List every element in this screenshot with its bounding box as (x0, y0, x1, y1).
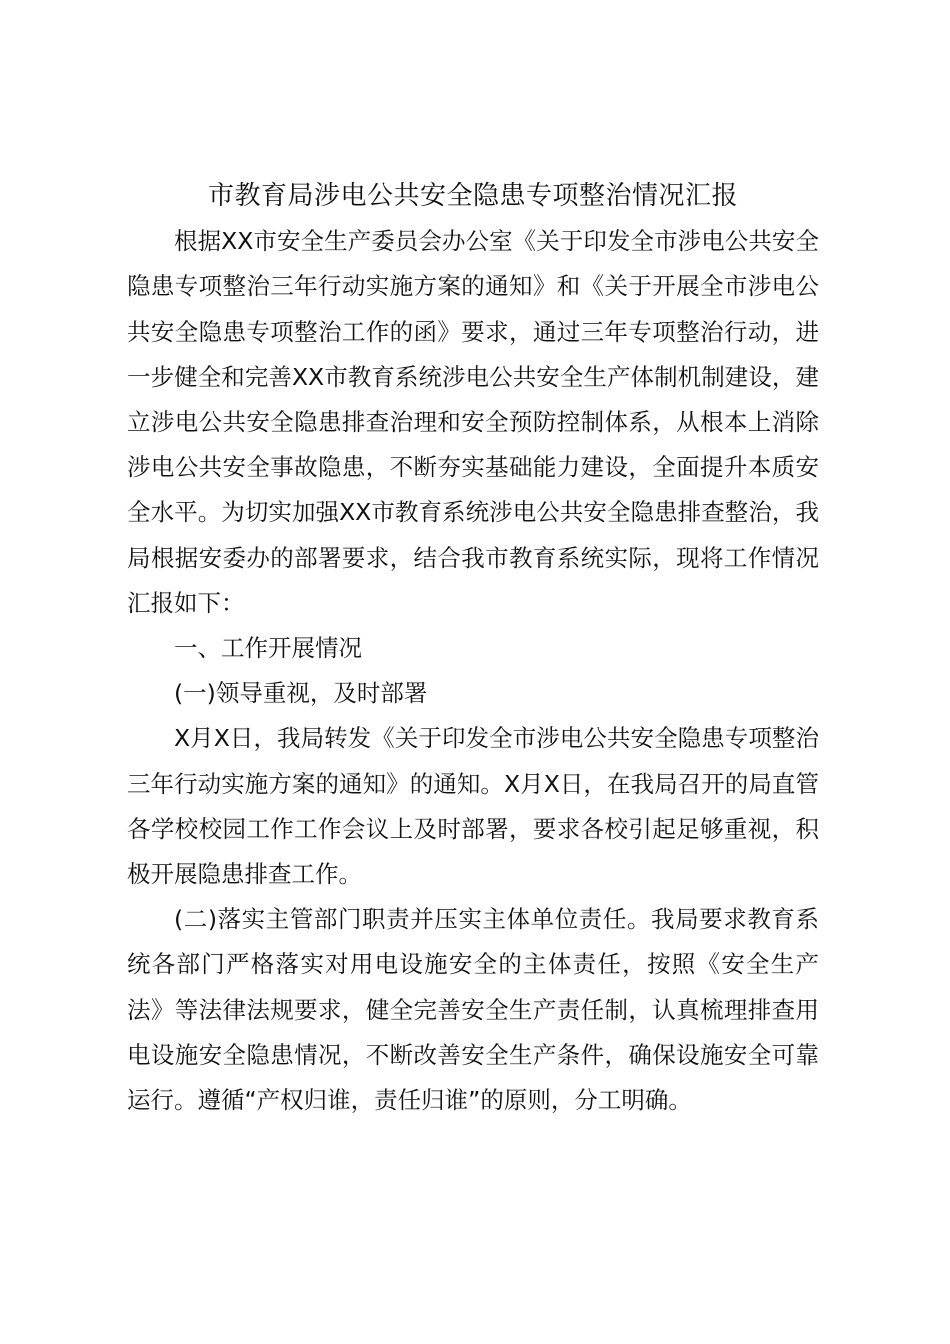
subsection-paragraph-leadership: X月X日，我局转发《关于印发全市涉电公共安全隐患专项整治三年行动实施方案的通知》的通知。X月X日，在我局召开的局直管各学校校园工作工作会议上及时部署，要求各校引起足够重视，积极开展隐患排查工作。 (127, 724, 819, 889)
section-heading-work-progress: 一、工作开展情况 (174, 634, 362, 663)
document-title: 市教育局涉电公共安全隐患专项整治情况汇报 (207, 181, 738, 211)
document-body (127, 174, 819, 1123)
subsection-paragraph-responsibility: (二)落实主管部门职责并压实主体单位责任。我局要求教育系统各部门严格落实对用电设施安全的主体责任，按照《安全生产法》等法律法规要求，健全完善安全生产责任制，认真梳理排查用电设施安全隐患情况，不断改善安全生产条件，确保设施安全可靠运行。遵循“产权归谁，责任归谁”的原则，分工明确。 (127, 905, 819, 1115)
subsection-heading-leadership: (一)领导重视，及时部署 (174, 679, 428, 708)
intro-paragraph: 根据XX市安全生产委员会办公室《关于印发全市涉电公共安全隐患专项整治三年行动实施方案的通知》和《关于开展全市涉电公共安全隐患专项整治工作的函》要求，通过三年专项整治行动，进一步健全和完善XX市教育系统涉电公共安全生产体制机制建设，建立涉电公共安全隐患排查治理和安全预防控制体系，从根本上消除涉电公共安全事故隐患，不断夯实基础能力建设，全面提升本质安全水平。为切实加强XX市教育系统涉电公共安全隐患排查整治，我局根据安委办的部署要求，结合我市教育系统实际，现将工作情况汇报如下： (127, 227, 819, 617)
